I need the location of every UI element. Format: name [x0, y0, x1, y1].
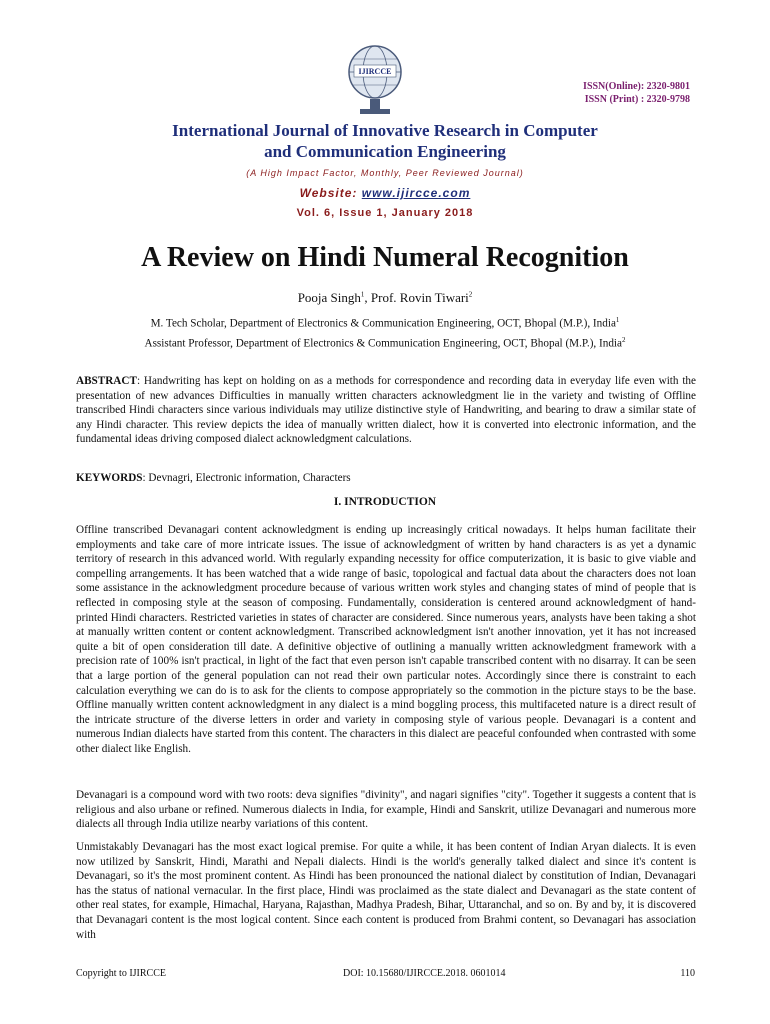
author-1-sup: 1	[360, 290, 365, 299]
affiliation-1-text: M. Tech Scholar, Department of Electronics & Communication Engineering, OCT, Bhopal (M.P.), India	[150, 317, 616, 330]
abstract-text: : Handwriting has kept on holding on as a methods for correspondence and recording data in everyday life even with the presentation of new advances Difficulties in manually written characters acknowledgment lie in the variety and twisting of Offline transcribed Hindi characters since various individuals may utilize distinctive style of Handwriting, and bearing to draw a similar state of any Hindi character. This review depicts the idea of manually written dialect, how it is converted into electronic information, and the fundamental ideas driving composed dialect acknowledgment calculations.	[76, 375, 696, 446]
intro-paragraph-3: Unmistakably Devanagari has the most exact logical premise. For quite a while, it has been content of Indian Aryan dialects. It is even now utilized by Sanskrit, Hindi, Marathi and Nepali dialects. Hindi is the world's generally talked dialect and since it's content is Devanagari, so it's the most prominent content. As Hindi has been pronounced the national dialect by constitution of Indian, Devanagari has the status of national vernacular. In the first place, Hindi was proclaimed as the state dialect and Devanagari as the state content of other real states, for example, Himachal, Haryana, Rajasthan, Madhya Pradesh, Bihar, Uttaranchal, and so on. By and by, it is discovered that Devanagari content is the most logical content. Since each content is produced from Brahmi content, so Devanagari has association with	[76, 841, 696, 941]
affiliation-2-sup: 2	[622, 336, 626, 344]
journal-website	[60, 186, 710, 200]
footer-copyright: Copyright to IJIRCCE	[76, 968, 167, 979]
website-link[interactable]: www.ijircce.com	[361, 186, 471, 200]
journal-tagline: (A High Impact Factor, Monthly, Peer Reviewed Journal)	[246, 168, 524, 178]
paper-title: A Review on Hindi Numeral Recognition	[141, 242, 629, 273]
issn-print: ISSN (Print) : 2320-9798	[584, 94, 690, 105]
footer-page-number: 110	[680, 968, 695, 979]
journal-title-line1: International Journal of Innovative Research in Computer	[172, 121, 598, 140]
abstract	[76, 374, 696, 447]
keywords	[76, 471, 696, 486]
keywords-text: : Devnagri, Electronic information, Characters	[142, 472, 351, 484]
journal-title	[60, 120, 710, 162]
author-2-sup: 2	[468, 290, 473, 299]
keywords-label: KEYWORDS	[76, 472, 143, 484]
paper-authors	[40, 290, 730, 306]
intro-paragraph-2: Devanagari is a compound word with two roots: deva signifies "divinity", and nagari signifies "city". Together it suggests a content that is religious and also urbane or refined. Numerous dialects in India, for example, Hindi and Sanskrit, utilize Devanagari and numerous more dialects all through India utilize nearby variations of this content.	[76, 789, 696, 831]
author-2: , Prof. Rovin Tiwari	[364, 290, 469, 305]
website-label: Website:	[299, 186, 362, 200]
abstract-label: ABSTRACT	[76, 375, 137, 387]
logo-text: IJIRCCE	[358, 67, 392, 76]
affiliation-2	[40, 336, 730, 350]
intro-paragraph-1: Offline transcribed Devanagari content acknowledgment is ending up increasingly critical nowadays. It helps human facilitate their employments and take care of more intricate issues. The issue of acknowledgment of written by hand characters is as yet a dynamic territory of research in this advanced world. With regularly expanding necessity for office computerization, it is basic to give viable and compelling arrangements. It has been watched that a wide range of basic, topological and factual data about the characters does not loan some assistance in the acknowledgment procedure because of various written work styles and changing states of mind of people that is reflected in composing style at the season of composing. Fundamentally, consideration is centered around acknowledgment of hand-printed Hindi characters. Restricted varieties in states of character are considered. Since numerous years, analysts have been taking a shot at manually written content or content acknowledgment. Transcribed acknowledgment isn't another innovation, yet it has not increased quite a bit of open consideration till date. A definitive objective of outlining a manually written acknowledgment framework with a precision rate of 100% isn't practical, in light of the fact that even person isn't capable transcribed content with no disarray. It can be seen that a large portion of the general population can not read their own particular notes. Accordingly since there is constraint to each calculation everything we can do is to ask for the clients to compose appropriately so the commotion in the picture stays to be the base. Offline manually written content acknowledgment in any dialect is a mind boggling process, this multifaceted nature is a direct result of the intricate structure of the diverse letters in order and variety in composing style of various people. Devanagari is a content and numerous Indian dialects have started from this content. The characters in this dialect are peaceful confounded when contrasted with some other dialect like English.	[76, 524, 696, 755]
journal-volume: Vol. 6, Issue 1, January 2018	[296, 207, 474, 219]
author-1: Pooja Singh	[297, 290, 361, 305]
journal-title-line2: and Communication Engineering	[264, 142, 506, 161]
issn-block	[583, 80, 690, 106]
affiliation-2-text: Assistant Professor, Department of Electronics & Communication Engineering, OCT, Bhopal (M.P.), India	[144, 337, 623, 350]
affiliation-1	[40, 316, 730, 330]
footer-doi: DOI: 10.15680/IJIRCCE.2018. 0601014	[343, 968, 506, 979]
affiliation-1-sup: 1	[615, 316, 620, 324]
journal-logo	[340, 42, 410, 120]
issn-online: ISSN(Online): 2320-9801	[583, 81, 690, 92]
section-heading-introduction: I. INTRODUCTION	[333, 496, 437, 508]
